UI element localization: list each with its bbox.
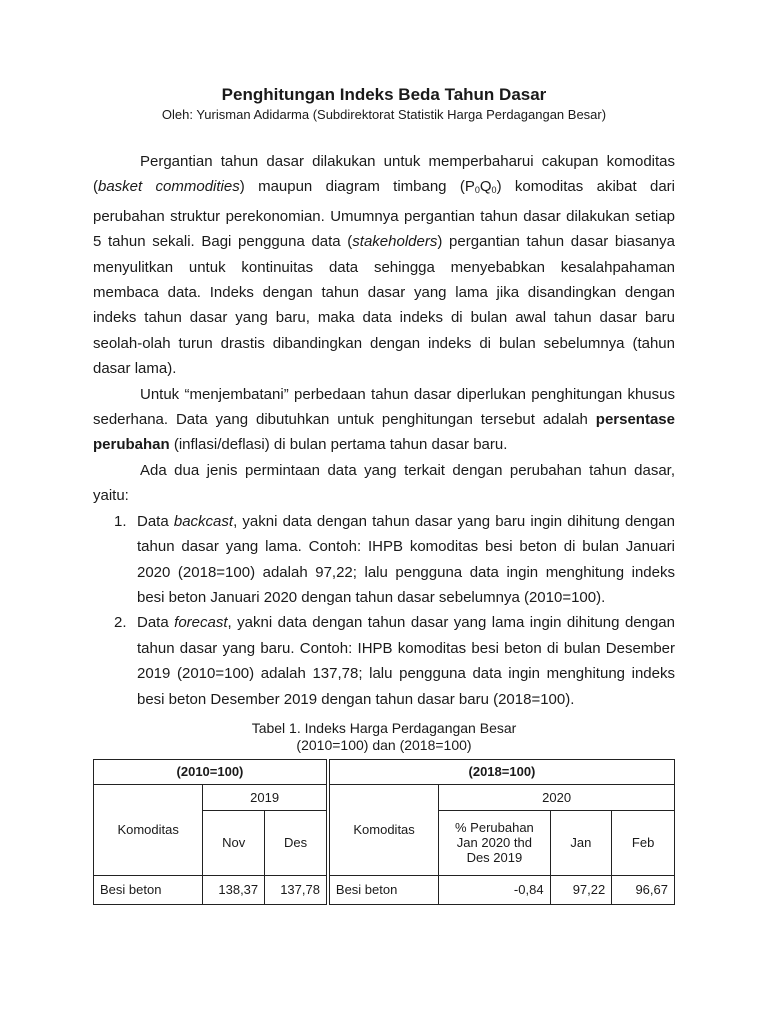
- para1-text-2: ) maupun diagram timbang (P: [239, 178, 475, 196]
- table-caption: [93, 720, 675, 754]
- col-pct-header: [439, 810, 550, 875]
- table-year-row: [94, 784, 675, 810]
- list-text: Data: [137, 614, 175, 632]
- col-pct-line-1: % Perubahan: [455, 820, 534, 836]
- right-base-header: (2018=100): [329, 759, 674, 784]
- document-title: Penghitungan Indeks Beda Tahun Dasar: [221, 85, 547, 104]
- paragraph-3: Ada dua jenis permintaan data yang terkait dengan perubahan tahun dasar, yaitu:: [93, 461, 675, 505]
- para2-text-2: (inflasi/deflasi) di bulan pertama tahun dasar baru.: [169, 436, 508, 454]
- list-text: Data: [137, 512, 174, 530]
- table-caption-line-2: (2010=100) dan (2018=100): [296, 736, 472, 753]
- para1-text-1: Pergantian tahun dasar dilakukan untuk memperbaharui cakupan komoditas (: [93, 153, 675, 196]
- col-des-header: Des: [265, 810, 327, 875]
- request-types-list: [93, 509, 675, 712]
- jan-value-cell: 97,22: [550, 875, 612, 904]
- author-line: Oleh: Yurisman Adidarma (Subdirektorat Statistik Harga Perdagangan Besar): [161, 107, 607, 122]
- right-commodity-header: Komoditas: [329, 784, 438, 875]
- pct-value-cell: -0,84: [439, 875, 550, 904]
- para1-text-4: ) komoditas akibat dari perubahan struktur perekonomian. Umumnya pergantian tahun dasar dilakukan setiap 5 tahun sekali. Bagi pengguna data (: [93, 178, 675, 251]
- table-header-row: [94, 759, 675, 784]
- list-item: [93, 509, 675, 611]
- price-index-table: [93, 759, 675, 905]
- list-number: 1.: [114, 512, 127, 530]
- des-value-cell: 137,78: [265, 875, 327, 904]
- paragraph-2: [93, 382, 675, 458]
- col-jan-header: Jan: [550, 810, 612, 875]
- paragraph-1: [93, 149, 675, 382]
- left-commodity-header: Komoditas: [94, 784, 203, 875]
- list-italic: backcast: [173, 512, 234, 530]
- para1-italic-1: basket commodities: [98, 178, 240, 196]
- col-feb-header: Feb: [612, 810, 675, 875]
- nov-value-cell: 138,37: [203, 875, 265, 904]
- list-text: , yakni data dengan tahun dasar yang baru ingin dihitung dengan tahun dasar yang lama. Contoh: IHPB komoditas besi beton di bulan Januari 2020 (2018=100) adalah 97,22; lalu pengguna data ingin menghitung indeks besi beton Januari 2020 dengan tahun dasar sebelumnya (2010=100).: [137, 512, 675, 606]
- right-commodity-cell: Besi beton: [329, 875, 438, 904]
- document-page: [93, 84, 675, 905]
- list-text: , yakni data dengan tahun dasar yang lama ingin dihitung dengan tahun dasar yang baru. Contoh: IHPB komoditas besi beton di bulan Desember 2019 (2010=100) adalah 137,78; lalu pengguna data ingin menghitung indeks besi beton Desember 2019 dengan tahun dasar baru (2018=100).: [137, 614, 675, 708]
- list-number: 2.: [114, 614, 127, 632]
- right-year-header: 2020: [439, 784, 675, 810]
- para1-subscript-1: 0: [474, 185, 480, 196]
- para1-text-3: Q: [479, 178, 492, 196]
- para1-text-5: ) pergantian tahun dasar biasanya menyulitkan untuk kontinuitas data sehingga menyebabkan kesalahpahaman membaca data. Indeks dengan tahun dasar yang lama jika disandingkan dengan indeks tahun dasar yang baru, maka data indeks di bulan awal tahun dasar baru seolah-olah turun drastis dibandingkan dengan indeks di bulan sebelumnya (tahun dasar lama).: [93, 233, 675, 378]
- table-row: [94, 875, 675, 904]
- col-pct-line-2: Jan 2020 thd: [456, 835, 532, 851]
- feb-value-cell: 96,67: [612, 875, 675, 904]
- para2-text-1: Untuk “menjembatani” perbedaan tahun dasar diperlukan penghitungan khusus sederhana. Data yang dibutuhkan untuk penghitungan tersebut adalah: [93, 385, 675, 429]
- left-commodity-cell: Besi beton: [94, 875, 203, 904]
- left-year-header: 2019: [203, 784, 327, 810]
- list-item: [93, 610, 675, 712]
- left-base-header: (2010=100): [94, 759, 327, 784]
- para2-bold-1: persentase perubahan: [93, 411, 675, 454]
- col-nov-header: Nov: [203, 810, 265, 875]
- list-italic: forecast: [174, 614, 228, 632]
- table-caption-line-1: Tabel 1. Indeks Harga Perdagangan Besar: [251, 719, 517, 736]
- para1-italic-2: stakeholders: [352, 233, 438, 251]
- col-pct-line-3: Des 2019: [466, 850, 523, 866]
- para1-subscript-2: 0: [491, 185, 497, 196]
